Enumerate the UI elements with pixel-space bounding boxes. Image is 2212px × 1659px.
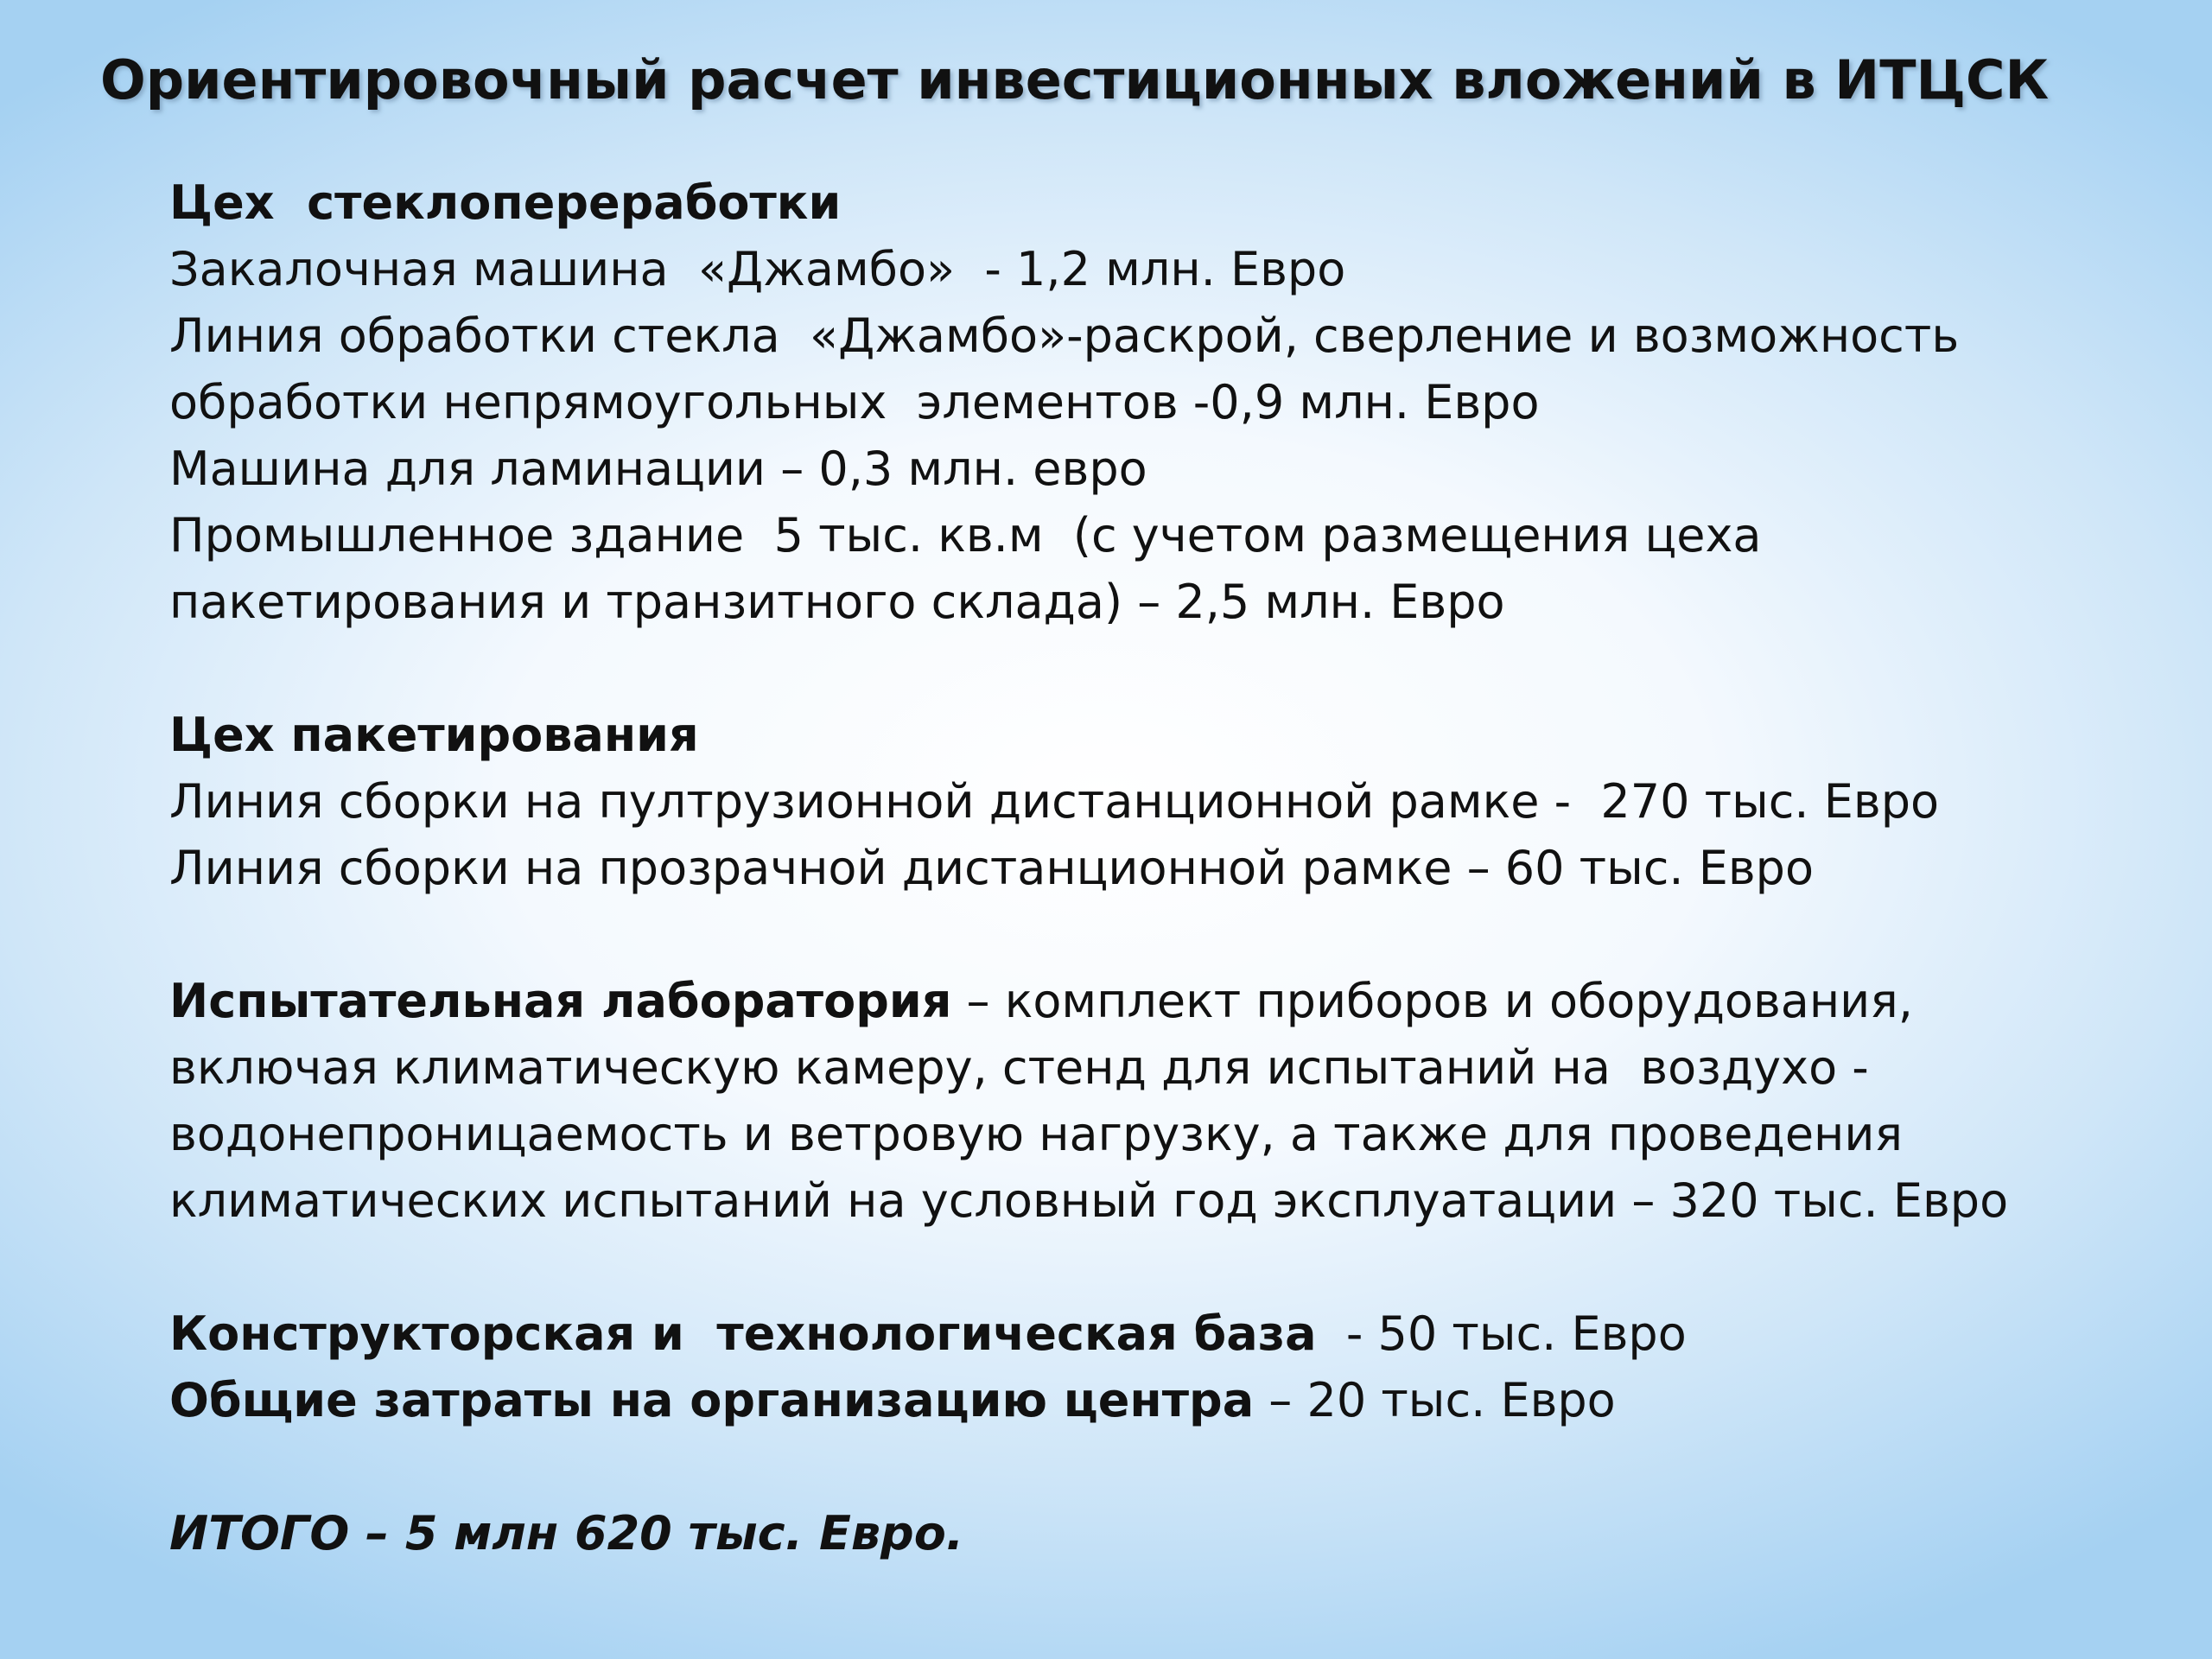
glass-shop-line: Машина для ламинации – 0,3 млн. евро xyxy=(169,442,1147,496)
investment-list xyxy=(169,169,2157,1567)
packaging-shop-line: Линия сборки на прозрачной дистанционной рамке – 60 тыс. Евро xyxy=(169,841,1814,895)
glass-shop-heading: Цех стеклопереработки xyxy=(169,175,842,230)
laboratory-line: климатических испытаний на условный год эксплуатации – 320 тыс. Евро xyxy=(169,1173,2009,1228)
glass-shop-line: Линия обработки стекла «Джамбо»-раскрой, сверление и возможность xyxy=(169,308,1960,363)
laboratory-section xyxy=(169,968,2157,1234)
packaging-shop-section xyxy=(169,702,2157,901)
design-base-value: - 50 тыс. Евро xyxy=(1316,1306,1687,1361)
general-costs-value: – 20 тыс. Евро xyxy=(1254,1373,1616,1427)
design-base-line xyxy=(169,1300,2157,1367)
glass-shop-line: обработки непрямоугольных элементов -0,9 млн. Евро xyxy=(169,375,1540,429)
glass-shop-line: Закалочная машина «Джамбо» - 1,2 млн. Евро xyxy=(169,242,1346,296)
packaging-shop-heading: Цех пакетирования xyxy=(169,708,699,762)
laboratory-description: – комплект приборов и оборудования, xyxy=(951,974,1913,1028)
glass-shop-line: пакетирования и транзитного склада) – 2,5 млн. Евро xyxy=(169,575,1505,629)
section-gap xyxy=(169,1234,2157,1300)
laboratory-first-line xyxy=(169,968,2157,1034)
section-gap xyxy=(169,635,2157,702)
section-gap xyxy=(169,901,2157,968)
slide-title: Ориентировочный расчет инвестиционных вложений в ИТЦСК xyxy=(100,48,2050,111)
laboratory-line: включая климатическую камеру, стенд для испытаний на воздухо - xyxy=(169,1040,1869,1095)
laboratory-heading: Испытательная лаборатория xyxy=(169,974,952,1028)
total-line: ИТОГО – 5 млн 620 тыс. Евро. xyxy=(169,1506,964,1560)
design-base-label: Конструкторская и технологическая база xyxy=(169,1306,1317,1361)
section-gap xyxy=(169,1433,2157,1500)
glass-shop-section xyxy=(169,169,2157,635)
laboratory-line: водонепроницаемость и ветровую нагрузку, а также для проведения xyxy=(169,1107,1903,1161)
general-costs-label: Общие затраты на организацию центра xyxy=(169,1373,1255,1427)
other-costs-section xyxy=(169,1300,2157,1433)
packaging-shop-line: Линия сборки на пултрузионной дистанционной рамке - 270 тыс. Евро xyxy=(169,774,1940,829)
glass-shop-line: Промышленное здание 5 тыс. кв.м (с учетом размещения цеха xyxy=(169,508,1762,563)
general-costs-line xyxy=(169,1367,2157,1433)
